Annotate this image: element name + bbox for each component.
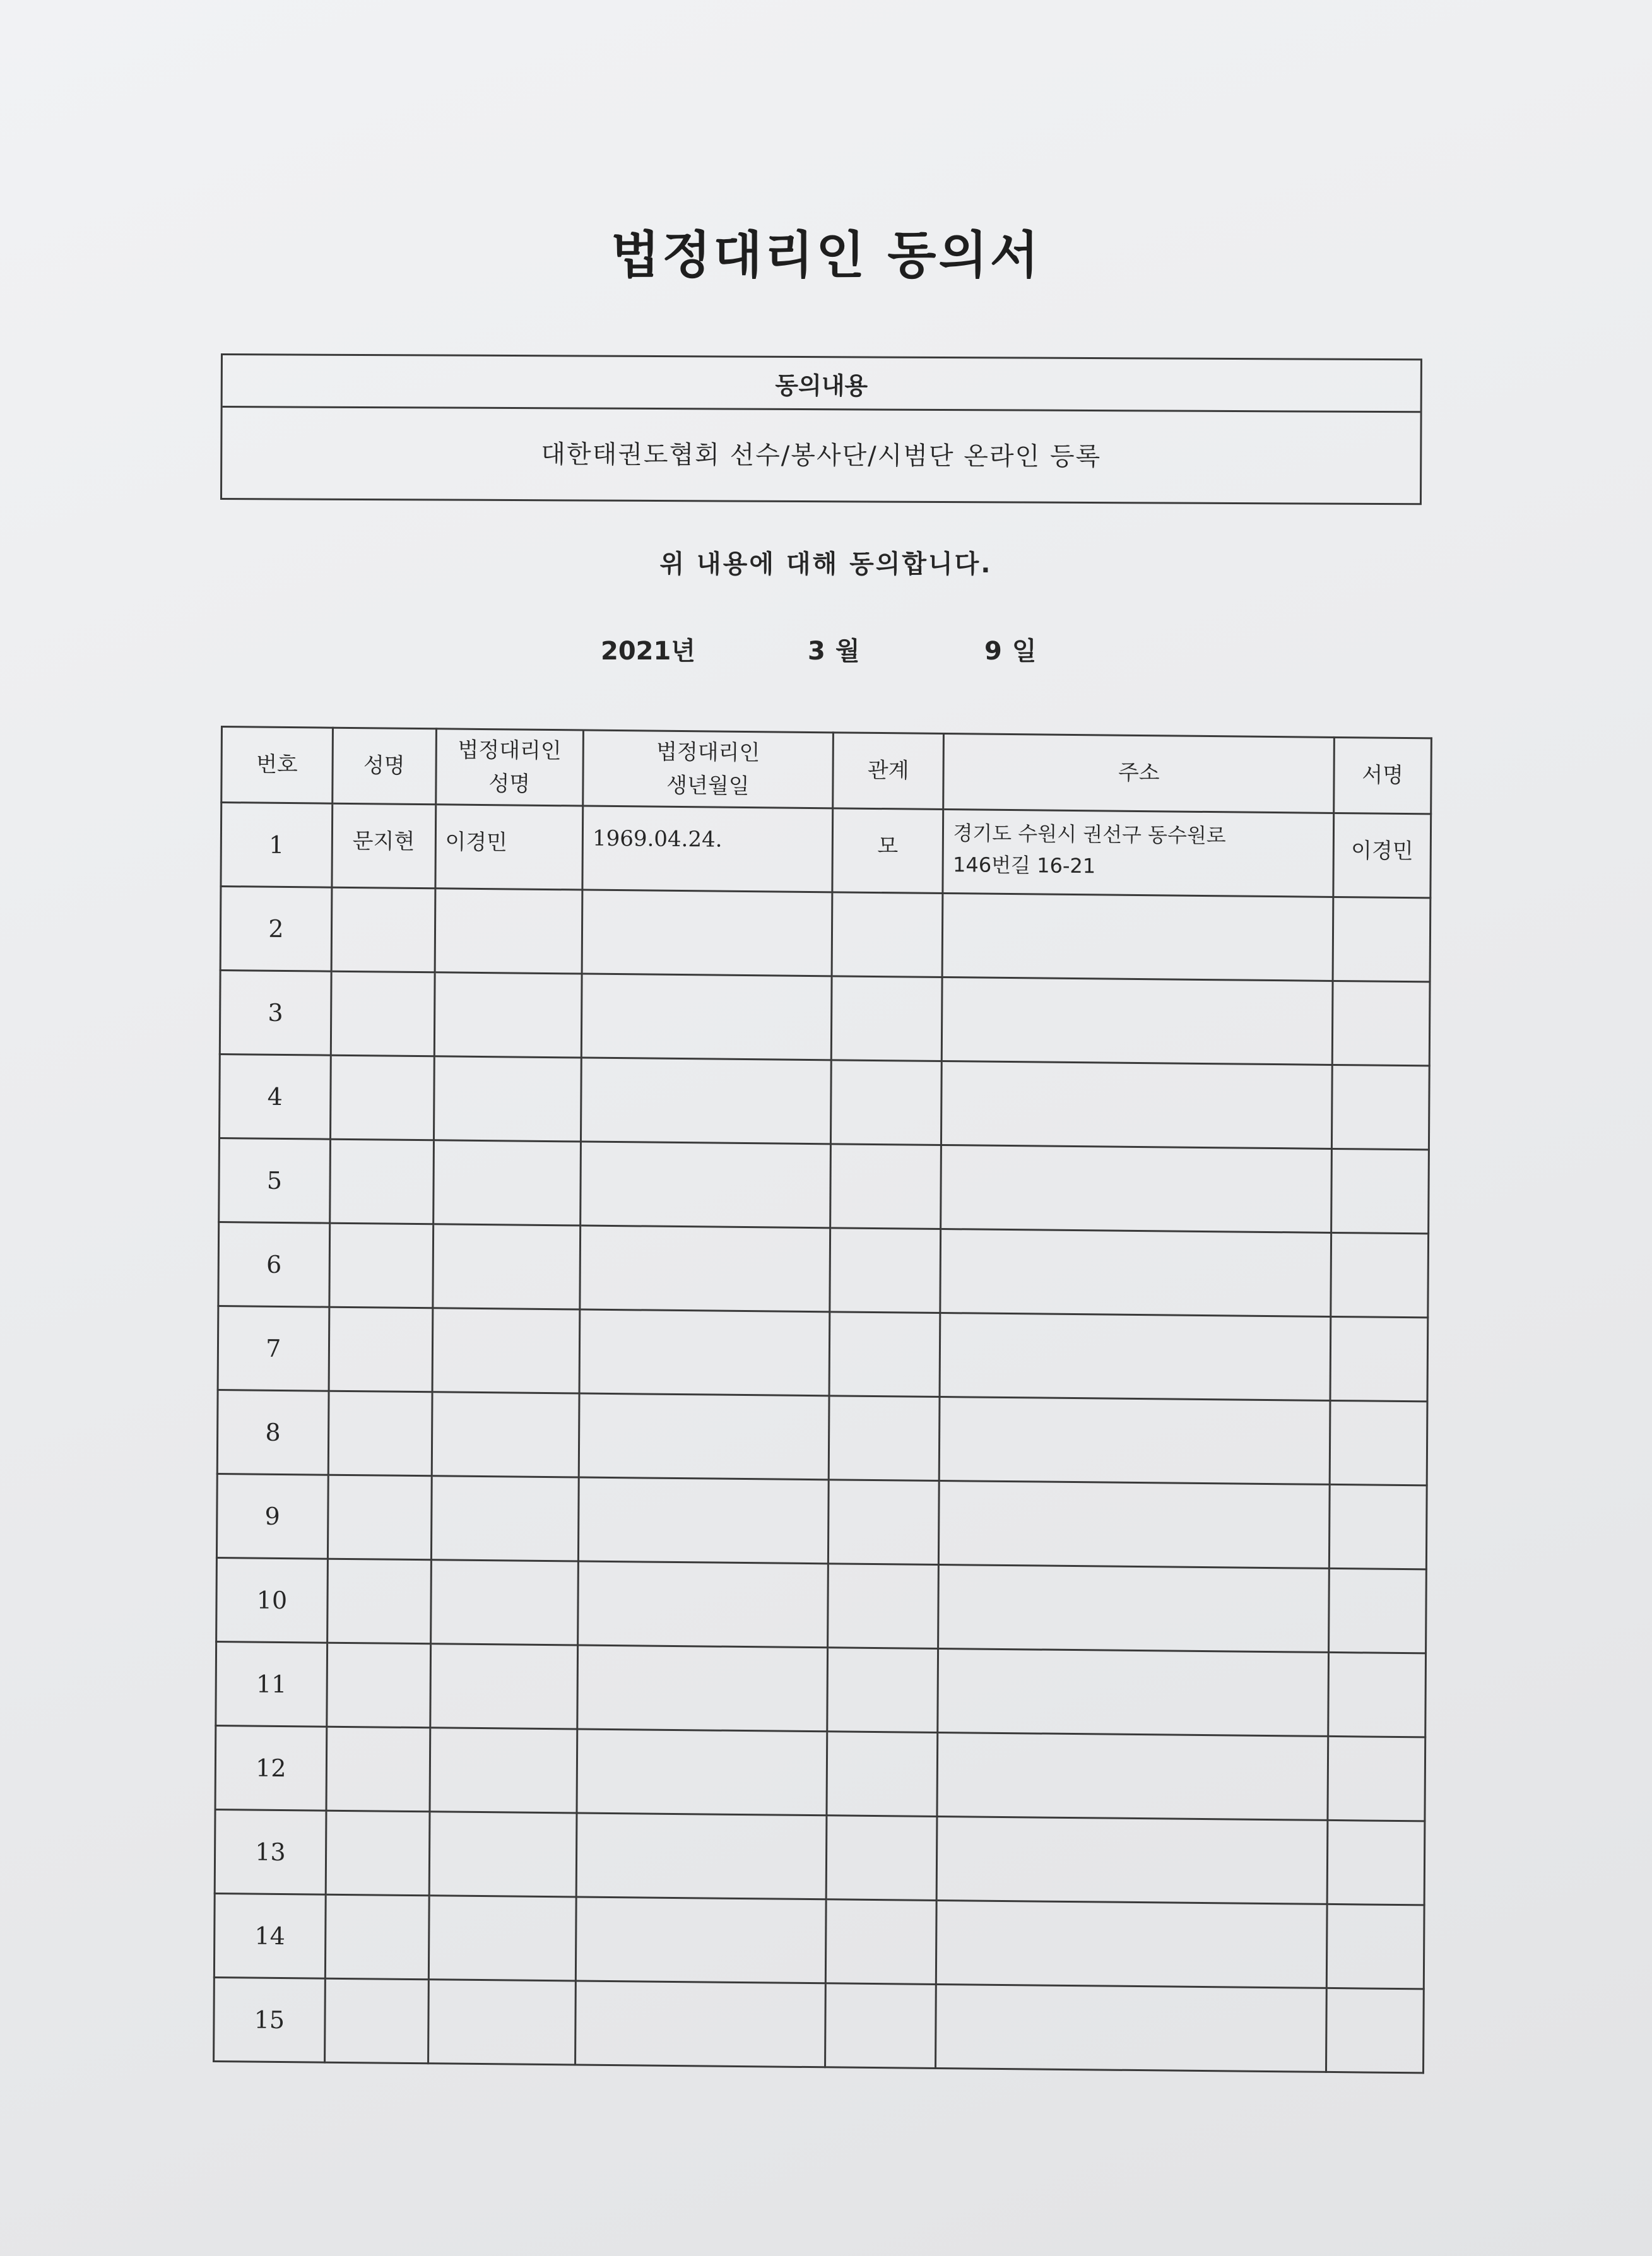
row-name: 문지현 bbox=[332, 803, 436, 889]
row-address-line2 bbox=[952, 986, 1323, 989]
row-address-line2 bbox=[947, 1909, 1318, 1913]
row-address-line1 bbox=[952, 986, 1323, 989]
row-name bbox=[329, 1139, 434, 1224]
row-guardian-name bbox=[430, 1560, 578, 1645]
row-address-line1 bbox=[948, 1657, 1319, 1661]
row-signature bbox=[1327, 1820, 1425, 1905]
row-relation: 모 bbox=[832, 808, 944, 894]
header-guardian-birth bbox=[583, 730, 833, 808]
row-address-line1 bbox=[947, 1825, 1318, 1829]
row-address-line1: 경기도 수원시 권선구 동수원로 bbox=[953, 821, 1226, 848]
agree-statement: 위 내용에 대해 동의합니다. bbox=[659, 550, 993, 579]
row-name bbox=[327, 1643, 431, 1728]
header-guardian-name-line1: 법정대리인 bbox=[457, 737, 562, 764]
table-row bbox=[220, 1054, 1430, 1150]
consent-content-box bbox=[220, 353, 1422, 505]
row-relation bbox=[827, 1648, 938, 1733]
row-address bbox=[943, 893, 1334, 981]
row-number: 8 bbox=[217, 1390, 329, 1475]
row-signature: 이경민 bbox=[1333, 813, 1431, 897]
row-address-line2 bbox=[950, 1321, 1321, 1325]
row-signature bbox=[1333, 897, 1431, 981]
row-relation bbox=[830, 1144, 941, 1229]
row-address-line2 bbox=[946, 1993, 1317, 1997]
row-number: 1 bbox=[221, 803, 333, 888]
row-relation bbox=[829, 1312, 941, 1397]
table-body bbox=[214, 803, 1431, 2073]
row-relation bbox=[829, 1396, 940, 1481]
row-address-line1 bbox=[950, 1405, 1321, 1409]
table-row bbox=[221, 803, 1431, 898]
row-guardian-birth bbox=[580, 1225, 830, 1312]
date-year-text: 2021년 bbox=[601, 637, 695, 666]
row-address bbox=[936, 1984, 1327, 2072]
row-guardian-name bbox=[432, 1308, 580, 1393]
row-address-line1 bbox=[948, 1741, 1319, 1745]
row-signature bbox=[1331, 1149, 1429, 1233]
row-signature bbox=[1332, 981, 1430, 1065]
row-address-line2 bbox=[948, 1573, 1319, 1577]
header-guardian-birth-line2: 생년월일 bbox=[666, 772, 750, 799]
table-row bbox=[218, 1222, 1429, 1318]
row-address-line2 bbox=[947, 1825, 1318, 1829]
row-number: 13 bbox=[215, 1809, 326, 1894]
row-name bbox=[329, 1223, 434, 1308]
row-guardian-birth bbox=[579, 1309, 829, 1396]
row-guardian-name bbox=[431, 1476, 579, 1561]
table-row bbox=[216, 1641, 1426, 1737]
row-signature bbox=[1330, 1400, 1427, 1485]
row-guardian-birth bbox=[575, 1981, 825, 2067]
row-guardian-birth bbox=[579, 1477, 829, 1564]
table-header-row bbox=[221, 727, 1432, 814]
row-guardian-birth bbox=[575, 1897, 825, 1983]
header-name: 성명 bbox=[333, 728, 436, 805]
row-relation bbox=[830, 1060, 942, 1145]
row-relation bbox=[825, 1983, 936, 2069]
row-address-line2 bbox=[949, 1489, 1320, 1493]
table-row bbox=[219, 1138, 1429, 1234]
row-address-line2 bbox=[948, 1657, 1319, 1661]
row-guardian-name bbox=[428, 1980, 575, 2065]
row-address-line1 bbox=[948, 1573, 1319, 1577]
date-month-unit: 월 bbox=[835, 637, 860, 666]
table-row bbox=[214, 1893, 1424, 1988]
row-address-line1 bbox=[946, 1993, 1317, 1997]
row-address-line1 bbox=[947, 1909, 1318, 1913]
header-no: 번호 bbox=[221, 727, 333, 804]
date-day-unit: 일 bbox=[1012, 637, 1037, 666]
table-row bbox=[217, 1390, 1427, 1485]
row-signature bbox=[1332, 1065, 1430, 1149]
row-name bbox=[326, 1810, 430, 1896]
header-guardian-name bbox=[435, 729, 583, 806]
date-month-value: 3 bbox=[808, 637, 825, 666]
row-address bbox=[936, 1900, 1328, 1988]
row-guardian-name bbox=[432, 1392, 579, 1477]
row-number: 2 bbox=[220, 887, 332, 972]
row-guardian-birth bbox=[579, 1393, 829, 1480]
row-address-line2 bbox=[948, 1741, 1319, 1745]
row-address-line2 bbox=[950, 1237, 1321, 1241]
row-number: 7 bbox=[218, 1306, 329, 1391]
row-address-line1 bbox=[952, 1070, 1323, 1073]
row-relation bbox=[830, 1228, 941, 1313]
row-guardian-name bbox=[430, 1644, 577, 1729]
row-guardian-birth bbox=[581, 974, 831, 1060]
row-guardian-name bbox=[429, 1812, 577, 1897]
row-signature bbox=[1328, 1652, 1426, 1737]
row-guardian-name bbox=[428, 1896, 576, 1981]
row-address bbox=[938, 1648, 1329, 1736]
row-number: 4 bbox=[220, 1054, 331, 1140]
row-signature bbox=[1330, 1316, 1428, 1401]
row-name bbox=[330, 1055, 434, 1140]
row-guardian-birth bbox=[582, 890, 832, 976]
page-title: 법정대리인 동의서 bbox=[610, 226, 1042, 285]
row-address-line2 bbox=[952, 1070, 1323, 1073]
date-day-value: 9 bbox=[984, 637, 1002, 666]
row-address-line2 bbox=[953, 902, 1324, 906]
row-number: 9 bbox=[216, 1473, 328, 1559]
row-number: 12 bbox=[215, 1725, 327, 1810]
row-number: 14 bbox=[214, 1893, 326, 1978]
table-row bbox=[218, 1306, 1428, 1402]
row-guardian-name bbox=[435, 889, 582, 974]
row-name bbox=[327, 1559, 431, 1644]
row-address bbox=[937, 1732, 1328, 1820]
row-guardian-name bbox=[432, 1224, 580, 1309]
row-guardian-birth bbox=[578, 1561, 828, 1648]
row-guardian-name bbox=[433, 1140, 581, 1225]
row-name bbox=[326, 1727, 430, 1812]
guardian-roster-table bbox=[213, 726, 1432, 2074]
header-guardian-birth-line1: 법정대리인 bbox=[656, 739, 760, 766]
header-signature: 서명 bbox=[1334, 737, 1432, 813]
row-number: 5 bbox=[219, 1138, 331, 1224]
table-row bbox=[215, 1725, 1425, 1821]
consent-header: 동의내용 bbox=[223, 355, 1420, 413]
consent-body: 대한태권도협회 선수/봉사단/시범단 온라인 등록 bbox=[541, 439, 1102, 471]
row-guardian-name bbox=[434, 972, 582, 1058]
row-name bbox=[325, 1894, 429, 1980]
row-address-line1 bbox=[950, 1237, 1321, 1241]
row-signature bbox=[1330, 1484, 1427, 1569]
row-guardian-name bbox=[430, 1728, 577, 1813]
row-relation bbox=[831, 976, 943, 1061]
table-row bbox=[214, 1977, 1424, 2072]
row-guardian-name: 이경민 bbox=[435, 805, 582, 890]
row-number: 10 bbox=[216, 1557, 328, 1643]
row-address bbox=[938, 1564, 1330, 1652]
row-address-line1 bbox=[951, 1154, 1322, 1157]
date-day bbox=[984, 631, 1046, 667]
header-address: 주소 bbox=[943, 734, 1334, 813]
row-address-line2 bbox=[951, 1154, 1322, 1157]
row-guardian-name bbox=[434, 1056, 581, 1142]
table-row bbox=[216, 1473, 1427, 1569]
row-guardian-birth: 1969.04.24. bbox=[582, 806, 832, 892]
row-address bbox=[942, 977, 1333, 1065]
row-address bbox=[937, 1816, 1328, 1904]
row-name bbox=[327, 1475, 432, 1560]
row-number: 11 bbox=[216, 1641, 327, 1727]
row-number: 15 bbox=[214, 1977, 326, 2062]
table-row bbox=[220, 971, 1430, 1066]
row-name bbox=[324, 1978, 428, 2064]
row-address bbox=[940, 1229, 1331, 1316]
row-address bbox=[939, 1480, 1330, 1568]
row-signature bbox=[1331, 1232, 1429, 1317]
row-guardian-birth bbox=[581, 1142, 830, 1228]
row-relation bbox=[827, 1564, 939, 1649]
row-guardian-birth bbox=[577, 1729, 827, 1816]
row-number: 6 bbox=[218, 1222, 330, 1308]
row-address-line2 bbox=[950, 1405, 1321, 1409]
row-address-line1 bbox=[950, 1321, 1321, 1325]
row-signature bbox=[1329, 1568, 1427, 1653]
row-relation bbox=[825, 1899, 937, 1985]
row-signature bbox=[1326, 1988, 1424, 2072]
row-name bbox=[331, 887, 435, 972]
row-name bbox=[331, 971, 435, 1056]
row-relation bbox=[832, 892, 943, 977]
table-row bbox=[216, 1557, 1427, 1653]
header-guardian-name-line2: 성명 bbox=[488, 771, 531, 797]
row-name bbox=[329, 1307, 433, 1392]
date-year bbox=[601, 631, 705, 667]
row-number: 3 bbox=[220, 971, 331, 1056]
header-relation: 관계 bbox=[832, 733, 943, 810]
row-address bbox=[940, 1313, 1331, 1400]
row-address bbox=[943, 809, 1334, 897]
row-name bbox=[328, 1391, 432, 1476]
row-address-line1 bbox=[949, 1489, 1320, 1493]
row-relation bbox=[826, 1816, 938, 1901]
row-relation bbox=[827, 1732, 938, 1817]
table-row bbox=[220, 887, 1431, 982]
row-address bbox=[941, 1061, 1333, 1149]
row-address-line1 bbox=[953, 902, 1324, 906]
row-address bbox=[941, 1145, 1332, 1232]
row-signature bbox=[1326, 1904, 1424, 1988]
row-guardian-birth bbox=[577, 1645, 827, 1732]
row-signature bbox=[1328, 1736, 1425, 1821]
row-address bbox=[940, 1397, 1331, 1484]
row-guardian-birth bbox=[576, 1813, 826, 1899]
date-month bbox=[808, 631, 870, 667]
row-relation bbox=[828, 1480, 940, 1565]
table-row bbox=[215, 1809, 1425, 1905]
row-address-line2: 146번길 16-21 bbox=[952, 852, 1096, 878]
row-guardian-birth bbox=[581, 1058, 831, 1144]
